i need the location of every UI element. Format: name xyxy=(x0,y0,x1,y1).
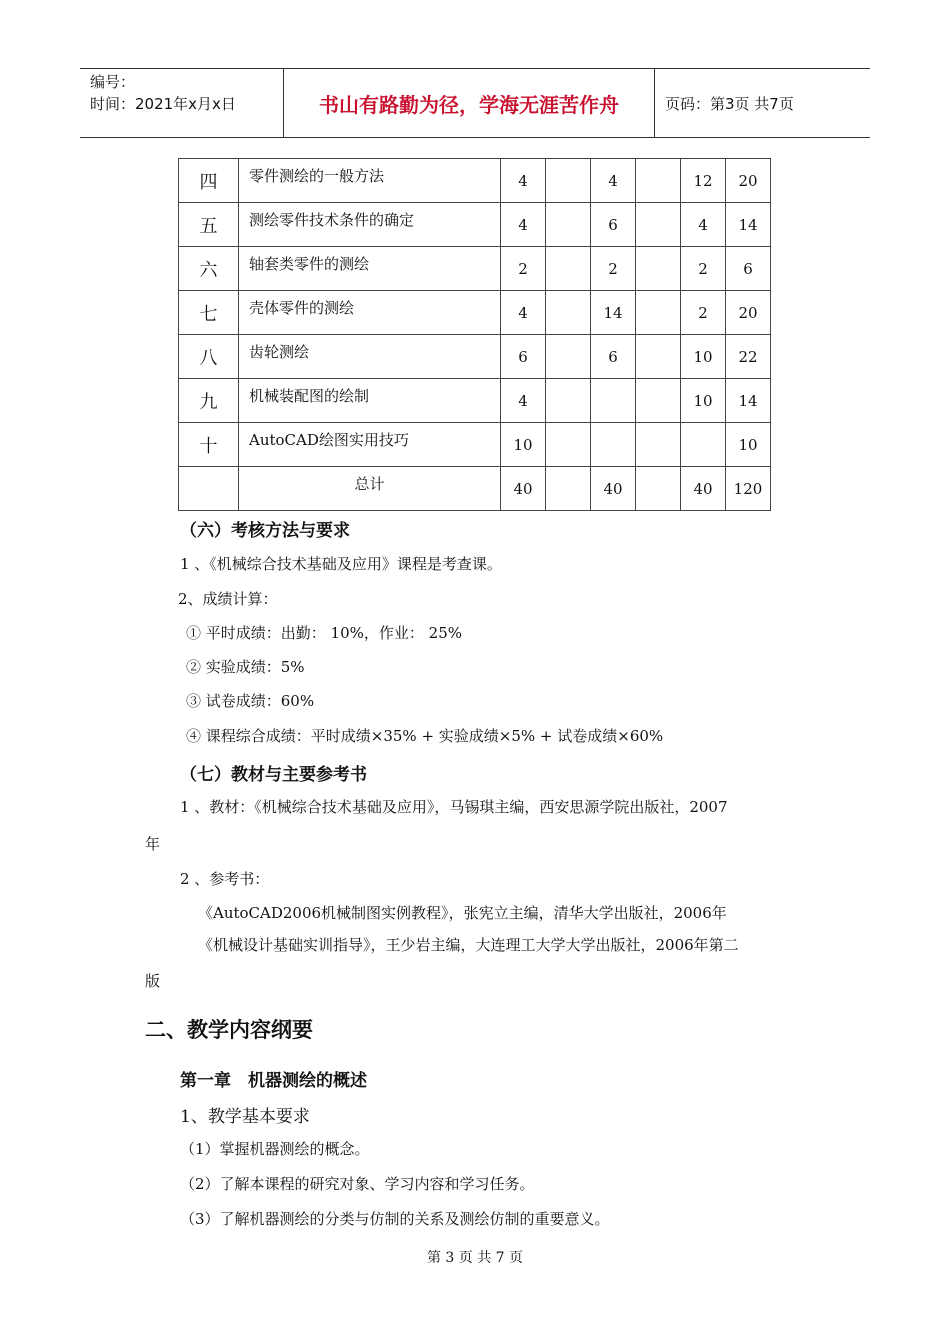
hours-cell-c3: 2 xyxy=(591,247,636,291)
hours-cell-c4 xyxy=(636,423,681,467)
chapter-name-cell: 壳体零件的测绘 xyxy=(239,291,501,335)
hours-cell-c6: 14 xyxy=(726,379,771,423)
section-7-title: （七）教材与主要参考书 xyxy=(180,765,367,785)
requirement-1: （1）掌握机器测绘的概念。 xyxy=(180,1140,370,1158)
chapter-name-cell: 机械装配图的绘制 xyxy=(239,379,501,423)
hours-cell-c6: 10 xyxy=(726,423,771,467)
section-6-item-2: 2、成绩计算： xyxy=(178,590,278,608)
table-row xyxy=(179,159,771,203)
textbook-line-2: 年 xyxy=(145,835,161,853)
hours-cell-c1: 2 xyxy=(501,247,546,291)
chapter-number-cell: 八 xyxy=(179,335,239,379)
chapter-number-cell: 七 xyxy=(179,291,239,335)
hours-cell-c2 xyxy=(546,335,591,379)
chapter-number-cell: 十 xyxy=(179,423,239,467)
hours-cell-c6: 22 xyxy=(726,335,771,379)
hours-cell-c1: 40 xyxy=(501,467,546,511)
hours-cell-c1: 4 xyxy=(501,203,546,247)
hours-cell-c2 xyxy=(546,247,591,291)
hours-cell-c3: 6 xyxy=(591,203,636,247)
chapter-number-cell: 六 xyxy=(179,247,239,291)
chapter-number-cell xyxy=(179,467,239,511)
chapter-name-cell: 轴套类零件的测绘 xyxy=(239,247,501,291)
hours-cell-c3: 6 xyxy=(591,335,636,379)
section-6-item-1: 1 、《机械综合技术基础及应用》课程是考查课。 xyxy=(180,555,502,573)
hours-cell-c1: 4 xyxy=(501,291,546,335)
chapter-name-cell: 齿轮测绘 xyxy=(239,335,501,379)
hours-cell-c1: 10 xyxy=(501,423,546,467)
section-6-title: （六）考核方法与要求 xyxy=(180,521,350,541)
hours-cell-c4 xyxy=(636,335,681,379)
part-2-title: 二、教学内容纲要 xyxy=(145,1018,313,1042)
hours-cell-c2 xyxy=(546,379,591,423)
motto: 书山有路勤为径，学海无涯苦作舟 xyxy=(283,69,655,137)
hours-cell-c3: 40 xyxy=(591,467,636,511)
hours-cell-c4 xyxy=(636,159,681,203)
hours-cell-c5: 10 xyxy=(681,335,726,379)
hours-cell-c1: 6 xyxy=(501,335,546,379)
score-item-3: ③ 试卷成绩：60% xyxy=(186,692,315,710)
chapter-name-cell: 总计 xyxy=(239,467,501,511)
score-item-4: ④ 课程综合成绩：平时成绩×35% + 实验成绩×5% + 试卷成绩×60% xyxy=(186,727,664,745)
chapter-number-cell: 五 xyxy=(179,203,239,247)
textbook-line-1: 1 、教材：《机械综合技术基础及应用》，马锡琪主编，西安思源学院出版社，2007 xyxy=(180,798,728,816)
hours-cell-c5: 2 xyxy=(681,247,726,291)
code-label: 编号： xyxy=(90,73,136,91)
table-row xyxy=(179,335,771,379)
hours-cell-c1: 4 xyxy=(501,159,546,203)
header-left xyxy=(80,69,283,137)
table-row xyxy=(179,379,771,423)
chapter-name-cell: 零件测绘的一般方法 xyxy=(239,159,501,203)
table-row xyxy=(179,203,771,247)
reference-label: 2 、参考书： xyxy=(180,870,270,888)
chapter-1-subtitle: 1、教学基本要求 xyxy=(180,1107,310,1127)
page-header xyxy=(80,68,870,138)
reference-2-line-1: 《机械设计基础实训指导》，王少岩主编，大连理工大学大学出版社，2006年第二 xyxy=(198,936,739,954)
hours-cell-c5: 2 xyxy=(681,291,726,335)
hours-cell-c3: 4 xyxy=(591,159,636,203)
score-item-1: ① 平时成绩：出勤： 10%，作业： 25% xyxy=(186,624,462,642)
hours-cell-c2 xyxy=(546,291,591,335)
table-row xyxy=(179,247,771,291)
hours-cell-c2 xyxy=(546,423,591,467)
table-row xyxy=(179,291,771,335)
hours-cell-c3 xyxy=(591,423,636,467)
hours-cell-c2 xyxy=(546,159,591,203)
hours-cell-c4 xyxy=(636,203,681,247)
reference-2-line-2: 版 xyxy=(145,972,161,990)
hours-cell-c6: 20 xyxy=(726,159,771,203)
hours-cell-c6: 14 xyxy=(726,203,771,247)
chapter-number-cell: 九 xyxy=(179,379,239,423)
time-label: 时间：2021年x月x日 xyxy=(90,95,236,113)
requirement-2: （2）了解本课程的研究对象、学习内容和学习任务。 xyxy=(180,1175,535,1193)
chapter-name-cell: AutoCAD绘图实用技巧 xyxy=(239,423,501,467)
hours-cell-c4 xyxy=(636,247,681,291)
hours-cell-c6: 20 xyxy=(726,291,771,335)
hours-cell-c5 xyxy=(681,423,726,467)
hours-cell-c6: 6 xyxy=(726,247,771,291)
hours-cell-c2 xyxy=(546,467,591,511)
score-item-2: ② 实验成绩：5% xyxy=(186,658,305,676)
chapter-1-title: 第一章 机器测绘的概述 xyxy=(180,1071,367,1091)
reference-1: 《AutoCAD2006机械制图实例教程》，张宪立主编，清华大学出版社，2006年 xyxy=(198,904,727,922)
page-label: 页码：第3页 共7页 xyxy=(665,94,794,113)
page-footer: 第 3 页 共 7 页 xyxy=(426,1250,524,1266)
hours-cell-c3 xyxy=(591,379,636,423)
hours-cell-c5: 12 xyxy=(681,159,726,203)
table-row xyxy=(179,423,771,467)
chapter-number-cell: 四 xyxy=(179,159,239,203)
hours-cell-c4 xyxy=(636,467,681,511)
hours-cell-c4 xyxy=(636,379,681,423)
hours-cell-c1: 4 xyxy=(501,379,546,423)
hours-table xyxy=(178,158,771,511)
chapter-name-cell: 测绘零件技术条件的确定 xyxy=(239,203,501,247)
hours-cell-c2 xyxy=(546,203,591,247)
requirement-3: （3）了解机器测绘的分类与仿制的关系及测绘仿制的重要意义。 xyxy=(180,1210,610,1228)
hours-cell-c5: 40 xyxy=(681,467,726,511)
hours-cell-c5: 4 xyxy=(681,203,726,247)
table-row xyxy=(179,467,771,511)
hours-cell-c6: 120 xyxy=(726,467,771,511)
hours-cell-c5: 10 xyxy=(681,379,726,423)
hours-cell-c4 xyxy=(636,291,681,335)
hours-cell-c3: 14 xyxy=(591,291,636,335)
